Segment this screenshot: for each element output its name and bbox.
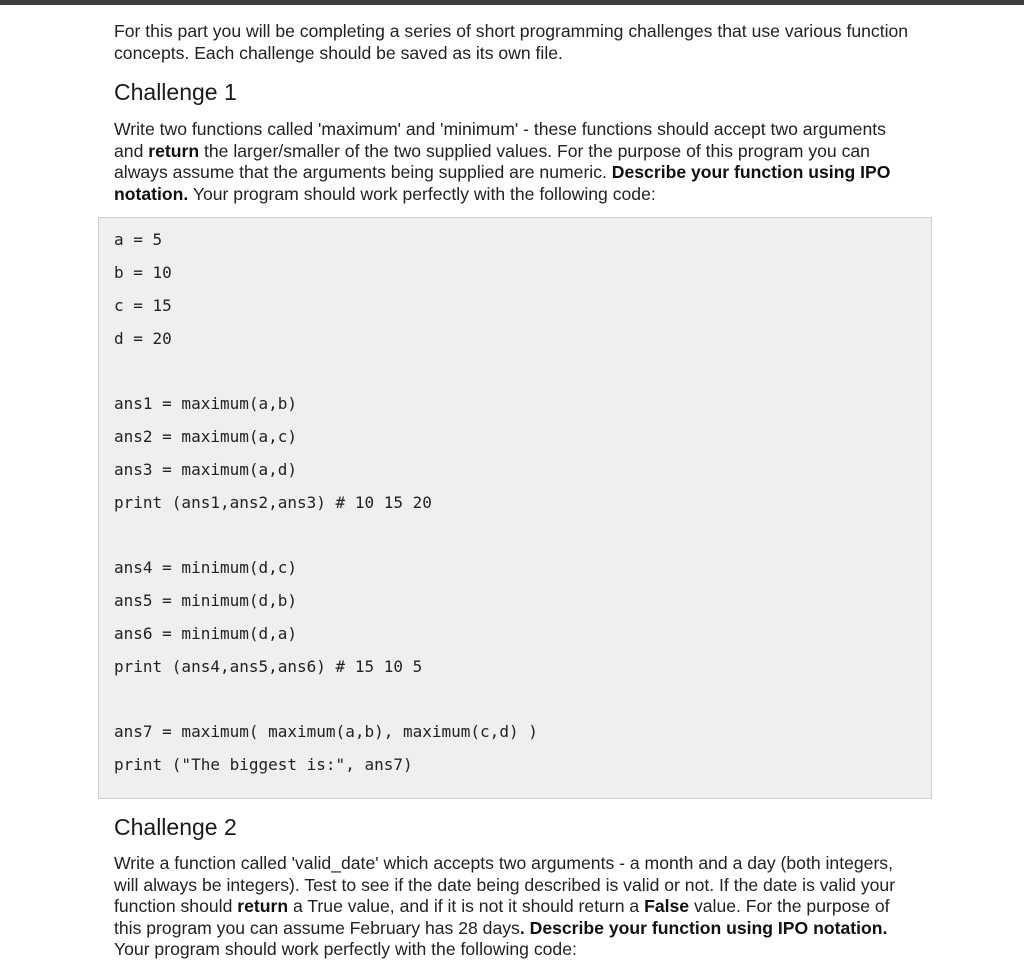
code-line: print (ans1,ans2,ans3) # 10 15 20 — [114, 493, 432, 512]
document-content — [0, 18, 1024, 961]
code-line: d = 20 — [114, 329, 172, 348]
code-line: c = 15 — [114, 296, 172, 315]
code-line: b = 10 — [114, 263, 172, 282]
challenge-1-description: Write two functions called 'maximum' and 'minimum' - these functions should accept two arguments and return the larger/smaller of the two supplied values. For the purpose of this program you can always assume that the arguments being supplied are numeric. Describe your function using IPO notation. Your program should work perfectly with the following code: — [114, 119, 891, 204]
code-line: ans5 = minimum(d,b) — [114, 591, 298, 610]
code-line: ans7 = maximum( maximum(a,b), maximum(c,d) ) — [114, 722, 538, 741]
code-line-blank — [99, 688, 931, 720]
challenge-2-description: Write a function called 'valid_date' which accepts two arguments - a month and a day (both integers, will always be integers). Test to see if the date being described is valid or not. If the date is valid your function should return a True value, and if it is not it should return a False value. For the purpose of this program you can assume February has 28 days. Describe your function using IPO notation. Your program should work perfectly with the following code: — [114, 853, 896, 959]
intro-paragraph: For this part you will be completing a series of short programming challenges that use various function concepts. Each challenge should be saved as its own file. — [114, 21, 909, 63]
code-line-blank — [99, 524, 931, 556]
challenge-2-heading: Challenge 2 — [114, 814, 237, 840]
code-line: print ("The biggest is:", ans7) — [114, 755, 413, 774]
challenge-1-heading: Challenge 1 — [114, 79, 237, 105]
code-line: ans1 = maximum(a,b) — [114, 394, 298, 413]
top-border-bar — [0, 0, 1024, 5]
challenge-1-code-block — [98, 217, 932, 799]
code-line: a = 5 — [114, 230, 163, 249]
code-line: ans2 = maximum(a,c) — [114, 427, 298, 446]
code-line: ans4 = minimum(d,c) — [114, 558, 298, 577]
code-line: ans6 = minimum(d,a) — [114, 624, 298, 643]
code-line-blank — [99, 360, 931, 392]
code-line: print (ans4,ans5,ans6) # 15 10 5 — [114, 657, 423, 676]
code-line: ans3 = maximum(a,d) — [114, 460, 298, 479]
